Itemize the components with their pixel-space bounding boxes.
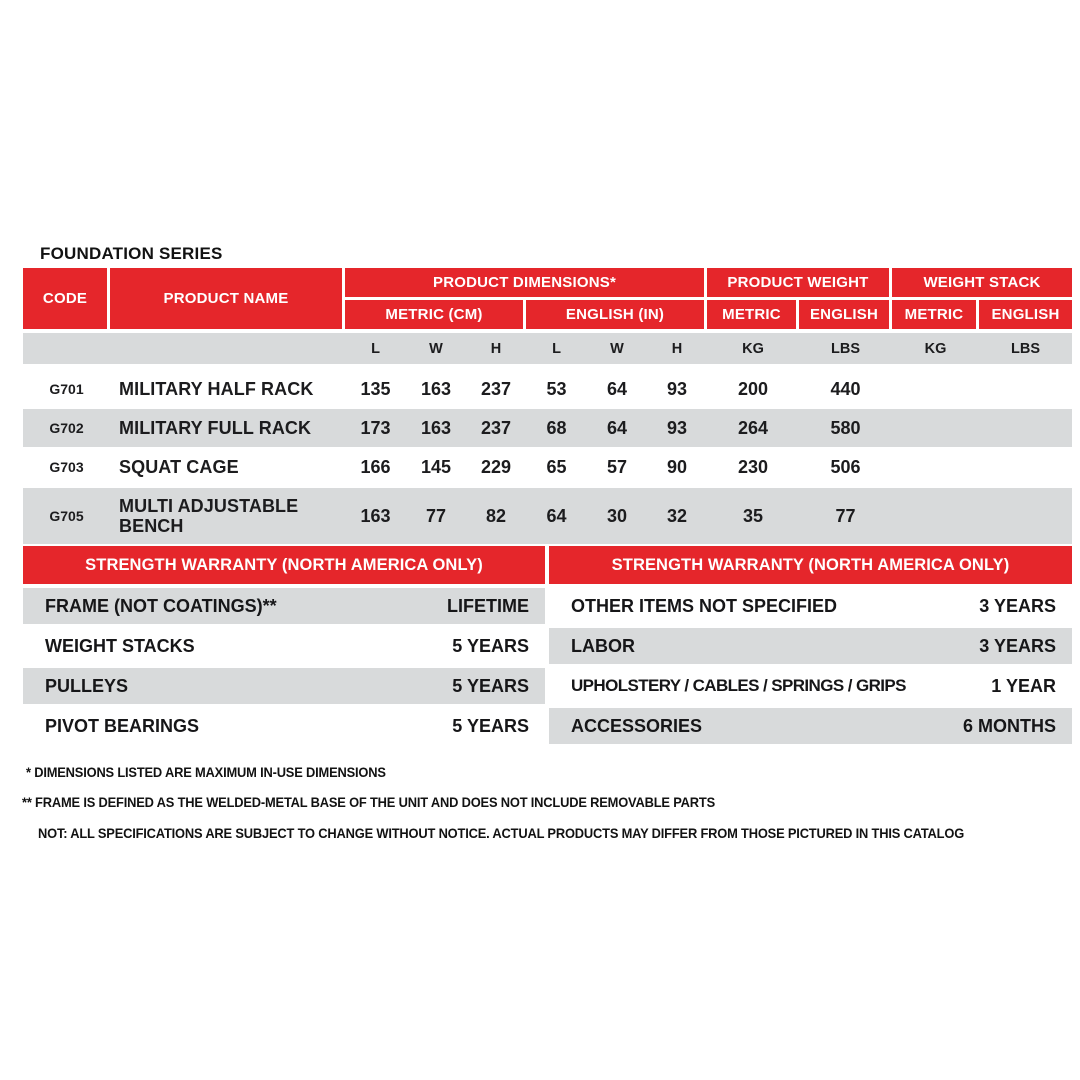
dim-english-l: 64 xyxy=(546,505,567,526)
dim-english-w: 57 xyxy=(606,456,628,477)
unit-label: W xyxy=(406,333,466,364)
product-name: MILITARY HALF RACK xyxy=(119,378,314,399)
product-code: G701 xyxy=(49,381,84,397)
warranty-item-value: 3 YEARS xyxy=(979,635,1056,656)
dim-english-h: 93 xyxy=(666,417,688,438)
warranty-item-label: ACCESSORIES xyxy=(571,715,703,736)
product-code: G703 xyxy=(49,459,84,475)
warranty-table-right xyxy=(549,546,1072,744)
dim-english-w: 64 xyxy=(606,417,628,438)
header-cell-product-name: PRODUCT NAME xyxy=(110,268,345,329)
weight-kg: 230 xyxy=(737,456,769,477)
warranty-item-value: 5 YEARS xyxy=(452,675,529,696)
unit-label: W xyxy=(587,333,647,364)
spec-table xyxy=(23,268,1072,544)
warranty-row xyxy=(549,708,1072,744)
warranty-row xyxy=(549,628,1072,664)
footnote-frame: ** FRAME IS DEFINED AS THE WELDED-METAL BASE OF THE UNIT AND DOES NOT INCLUDE REMOVABLE PARTS xyxy=(22,794,715,810)
header-cell-stack-metric: METRIC xyxy=(892,300,979,329)
dim-english-w: 64 xyxy=(606,378,628,399)
table-row xyxy=(23,448,1072,486)
page-title: FOUNDATION SERIES xyxy=(40,244,223,263)
unit-label: KG xyxy=(707,333,799,364)
weight-kg: 264 xyxy=(737,417,769,438)
warranty-item-label: UPHOLSTERY / CABLES / SPRINGS / GRIPS xyxy=(571,676,906,695)
warranty-item-label: FRAME (NOT COATINGS)** xyxy=(45,595,277,616)
product-code: G705 xyxy=(49,508,84,524)
unit-label: LBS xyxy=(979,333,1072,364)
warranty-row xyxy=(23,668,545,704)
table-row xyxy=(23,488,1072,544)
weight-lbs: 440 xyxy=(830,378,861,399)
dim-english-h: 93 xyxy=(666,378,688,399)
warranty-item-value: 3 YEARS xyxy=(979,595,1056,616)
warranty-row xyxy=(23,628,545,664)
warranty-item-label: WEIGHT STACKS xyxy=(45,635,195,656)
warranty-item-label: PULLEYS xyxy=(45,675,129,696)
spec-table-units-row xyxy=(23,333,1072,364)
warranty-table-left xyxy=(23,546,545,744)
dim-english-h: 32 xyxy=(666,505,688,526)
product-name: MILITARY FULL RACK xyxy=(119,417,312,438)
header-cell-english-in: ENGLISH (IN) xyxy=(526,300,707,329)
dim-english-l: 53 xyxy=(546,378,567,399)
warranty-item-label: OTHER ITEMS NOT SPECIFIED xyxy=(571,595,838,616)
unit-label: H xyxy=(647,333,707,364)
warranty-item-label: LABOR xyxy=(571,635,635,656)
warranty-item-value: 5 YEARS xyxy=(452,715,529,736)
dim-metric-w: 145 xyxy=(420,456,452,477)
dim-metric-h: 229 xyxy=(480,456,512,477)
weight-lbs: 506 xyxy=(830,456,861,477)
header-cell-stack-english: ENGLISH xyxy=(979,300,1072,329)
product-name: MULTI ADJUSTABLE BENCH xyxy=(119,495,299,536)
warranty-row xyxy=(23,588,545,624)
header-cell-metric-cm: METRIC (CM) xyxy=(345,300,526,329)
weight-lbs: 580 xyxy=(830,417,861,438)
dim-english-l: 68 xyxy=(546,417,567,438)
dim-english-l: 65 xyxy=(546,456,567,477)
dim-metric-l: 166 xyxy=(360,456,391,477)
dim-metric-w: 163 xyxy=(420,378,452,399)
unit-label: KG xyxy=(892,333,979,364)
table-row xyxy=(23,370,1072,408)
dim-metric-l: 173 xyxy=(360,417,391,438)
warranty-item-value: LIFETIME xyxy=(447,595,529,616)
warranty-row xyxy=(23,708,545,744)
header-cell-dimensions: PRODUCT DIMENSIONS* xyxy=(345,268,707,300)
unit-label: H xyxy=(466,333,526,364)
units-spacer xyxy=(23,333,110,364)
table-row xyxy=(23,409,1072,447)
warranty-left-header: STRENGTH WARRANTY (NORTH AMERICA ONLY) xyxy=(23,546,545,584)
warranty-item-value: 5 YEARS xyxy=(452,635,529,656)
warranty-row xyxy=(549,668,1072,704)
warranty-item-value: 6 MONTHS xyxy=(962,715,1056,736)
dim-metric-w: 77 xyxy=(425,505,447,526)
weight-lbs: 77 xyxy=(835,505,856,526)
header-cell-code: CODE xyxy=(23,268,110,329)
weight-kg: 200 xyxy=(737,378,769,399)
header-cell-weight-english: ENGLISH xyxy=(799,300,892,329)
units-spacer xyxy=(110,333,345,364)
unit-label: L xyxy=(526,333,587,364)
weight-kg: 35 xyxy=(742,505,764,526)
footnote-dimensions: * DIMENSIONS LISTED ARE MAXIMUM IN-USE DIMENSIONS xyxy=(26,764,386,780)
warranty-row xyxy=(549,588,1072,624)
dim-metric-l: 135 xyxy=(360,378,391,399)
warranty-item-label: PIVOT BEARINGS xyxy=(45,715,200,736)
product-code: G702 xyxy=(49,420,84,436)
dim-metric-h: 82 xyxy=(485,505,507,526)
dim-metric-w: 163 xyxy=(420,417,452,438)
dim-metric-l: 163 xyxy=(360,505,391,526)
dim-english-h: 90 xyxy=(666,456,688,477)
header-cell-weight-metric: METRIC xyxy=(707,300,799,329)
header-cell-weight: PRODUCT WEIGHT xyxy=(707,268,892,300)
unit-label: L xyxy=(345,333,406,364)
dim-metric-h: 237 xyxy=(480,378,512,399)
header-cell-stack: WEIGHT STACK xyxy=(892,268,1072,300)
footnote-specifications: NOT: ALL SPECIFICATIONS ARE SUBJECT TO CHANGE WITHOUT NOTICE. ACTUAL PRODUCTS MAY DIFFER FROM THOSE PICTURED IN THIS CATALOG xyxy=(38,825,965,841)
warranty-item-value: 1 YEAR xyxy=(991,675,1056,696)
unit-label: LBS xyxy=(799,333,892,364)
spec-table-header xyxy=(23,268,1072,329)
product-name: SQUAT CAGE xyxy=(119,456,239,477)
dim-metric-h: 237 xyxy=(480,417,512,438)
dim-english-w: 30 xyxy=(606,505,628,526)
warranty-right-header: STRENGTH WARRANTY (NORTH AMERICA ONLY) xyxy=(549,546,1072,584)
